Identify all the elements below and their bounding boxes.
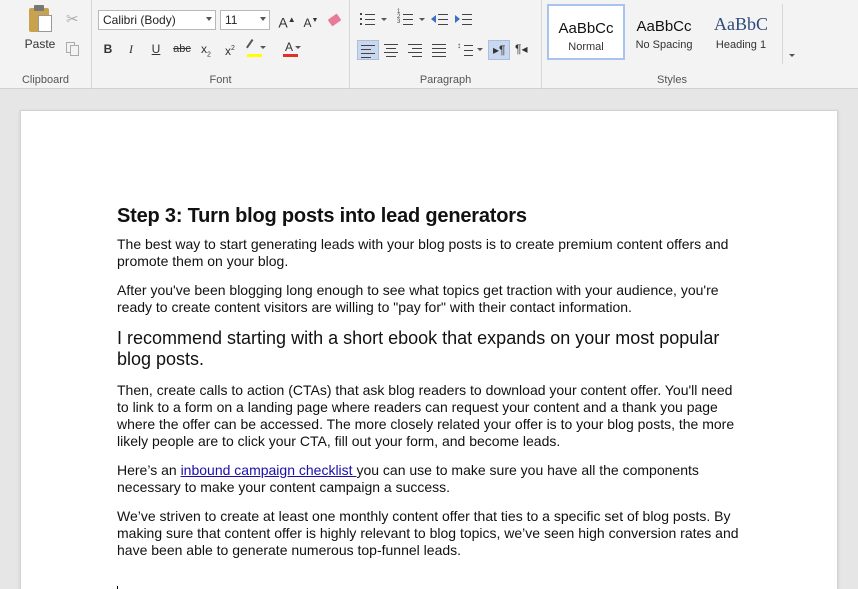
grow-font-icon: A [278,14,288,31]
ribbon [0,0,858,89]
clipboard-group-label: Clipboard [21,74,70,86]
strikethrough-button[interactable]: abc [173,43,191,55]
bullets-button[interactable] [358,10,388,30]
step-heading: Step 3: Turn blog posts into lead generators [117,205,527,227]
cut-icon[interactable]: ✂ [66,11,79,28]
style-name: Heading 1 [715,39,767,51]
subscript-label: x [201,42,208,56]
paragraph: We’ve striven to create at least one monthly content offer that ties to a specific set of blog posts. By making sure that content offer is highly relevant to blog topics, we’ve seen high conversion rates and have been able to generate numerous top-funnel leads. [117,508,739,558]
chevron-down-icon [260,17,266,21]
line-spacing-button[interactable]: ↕ [455,40,483,60]
paste-label: Paste [24,37,56,51]
font-family-value: Calibri (Body) [103,13,176,27]
highlight-button[interactable] [244,38,270,56]
numbered-list-icon: 1 2 3 [397,9,401,25]
highlighter-icon [246,39,260,53]
highlight-color-bar [247,54,262,57]
document-area [0,90,858,589]
numbering-button[interactable] [396,10,426,30]
rtl-icon: ¶◂ [515,42,528,56]
document-page[interactable] [20,110,838,589]
paragraph: After you've been blogging long enough to see what topics get traction with your audience, you're ready to create content visitors are willing to "pay for" with their contact information. [117,282,719,315]
font-color-bar [283,54,298,57]
style-no-spacing[interactable] [625,4,703,60]
style-heading-1[interactable] [702,4,780,60]
campaign-checklist-link[interactable]: inbound campaign checklist [180,462,357,478]
paragraph-with-link [117,462,747,496]
document-content[interactable] [117,204,747,571]
font-color-button[interactable] [280,38,306,56]
superscript-label: x [225,44,232,58]
ltr-paragraph-button[interactable] [488,40,510,60]
align-left-button[interactable] [357,40,379,60]
paste-button[interactable] [20,4,60,54]
bold-button[interactable]: B [103,42,113,56]
style-sample: AaBbC [714,14,768,34]
paragraph-group-label: Paragraph [419,74,472,86]
paragraph: Then, create calls to action (CTAs) that ask blog readers to download your content offer. You'll need to link to a form on a landing page where readers can request your content and a thank you page where the offer can be accessed. The more closely related your offer is to your blog posts, the more likely people are to click your CTA, fill out your form, and become leads. [117,382,735,449]
decrease-indent-button[interactable] [430,10,452,30]
rtl-paragraph-button[interactable] [512,40,534,60]
increase-indent-button[interactable] [454,10,476,30]
grow-font-button[interactable]: A▲ [278,14,296,31]
style-name: Normal [568,41,604,53]
shrink-font-button[interactable]: A▼ [303,16,319,30]
copy-icon[interactable] [66,42,80,56]
font-family-select[interactable] [98,10,216,30]
paragraph: The best way to start generating leads with your blog posts is to create premium content offers and promote them on your blog. [117,236,729,269]
ltr-icon: ▸¶ [493,43,506,57]
clipboard-group [0,0,92,89]
link-suffix-text: you can use to make sure you have all the components necessary to make your content campaign a success. [117,462,699,495]
subscript-button[interactable]: $x_2$ [201,42,211,59]
styles-gallery-scroll[interactable] [782,4,796,64]
superscript-button[interactable]: $x^2$ [225,44,235,58]
clear-formatting-button[interactable] [325,11,343,29]
chevron-down-icon [206,17,212,21]
style-name: No Spacing [635,39,693,51]
chevron-down-icon [789,54,795,57]
font-size-value: 11 [225,13,238,27]
style-sample: AaBbCc [636,18,692,35]
justify-button[interactable] [429,40,451,60]
paste-icon [26,4,54,34]
shrink-font-icon: A [303,16,312,30]
underline-button[interactable]: U [151,42,161,56]
styles-group-label: Styles [657,74,687,86]
font-size-select[interactable] [220,10,270,30]
italic-button[interactable]: I [129,42,133,56]
font-color-icon: A [284,40,293,54]
align-center-button[interactable] [381,40,403,60]
font-group-label: Font [209,74,232,86]
align-right-button[interactable] [405,40,427,60]
style-sample: AaBbCc [558,20,614,37]
link-prefix-text: Here’s an [117,462,181,478]
style-normal[interactable] [547,4,625,60]
recommendation-heading: I recommend starting with a short ebook that expands on your most popular blog posts. [117,328,720,369]
eraser-icon [327,14,341,27]
